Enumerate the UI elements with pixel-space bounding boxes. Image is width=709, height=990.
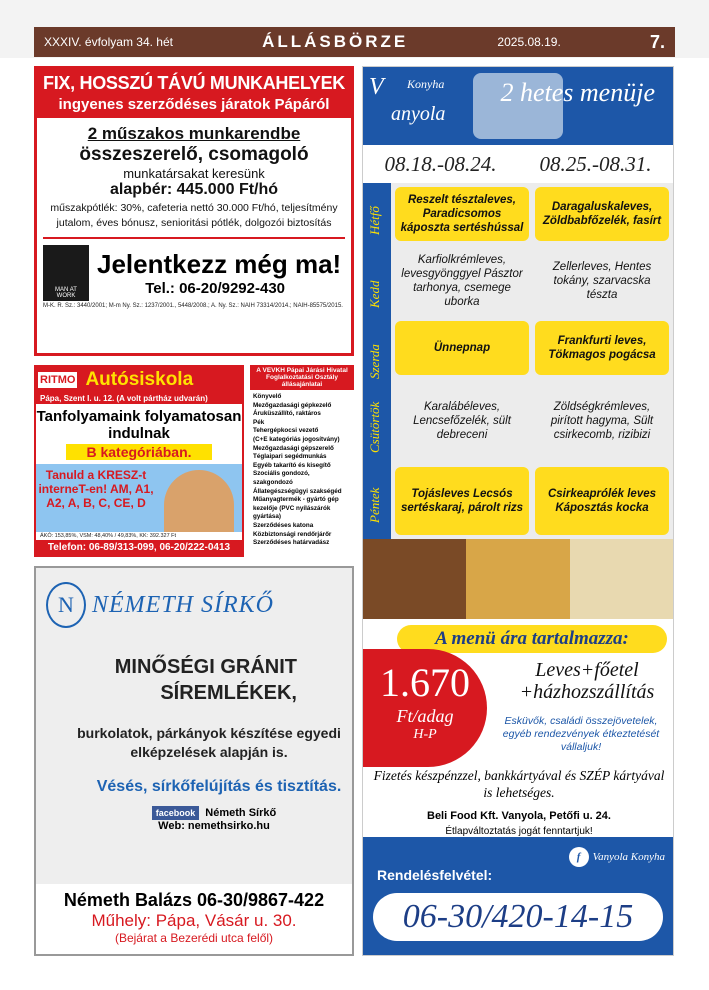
konyha-text: Konyha <box>407 77 445 91</box>
job-list-item: Mezőgazdasági gépkezelő <box>253 401 332 409</box>
menu-grid <box>363 183 673 539</box>
price-unit: Ft/adag <box>396 706 454 726</box>
facebook-page-name: Vanyola Konyha <box>592 851 665 863</box>
stats-text: ÁKÓ: 153,85%, VSM: 48,40% / 49,83%, KK: 392.327 Ft <box>40 533 177 539</box>
job-list-item: Egyéb takarító és kisegítő <box>253 461 331 469</box>
job-list-item: Pék <box>253 418 265 426</box>
day-labels <box>363 183 391 539</box>
stone-company-name: NÉMETH SÍRKŐ <box>92 591 274 618</box>
day-label: Péntek <box>367 487 382 523</box>
benefits-text: műszakpótlék: 30%, cafeteria nettó 30.000 Ft/hó, teljesítmény jutalom, éves bónusz, senioritási pótlék, dolgozói biztosítás <box>50 202 338 229</box>
job-list-item: Szerződéses katona <box>253 521 314 529</box>
food-photo-3 <box>570 539 673 619</box>
food-photo-2 <box>466 539 569 619</box>
vanyola-v: V <box>369 74 384 100</box>
events-text: Esküvők, családi összejövetelek, egyéb rendezvények étkeztetését vállaljuk! <box>502 715 660 753</box>
job-list-item: Mezőgazdasági gépszerelő <box>253 444 334 452</box>
job-list-item: (C+E kategóriás jogosítvány) <box>253 435 340 443</box>
driver-photo <box>164 470 234 532</box>
job-list-item: Műanyagtermék - gyártó gép kezelője (PVC nyílászárók gyártása) <box>253 496 339 521</box>
granite-headline: MINŐSÉGI GRÁNIT SÍREMLÉKEK, <box>114 656 297 704</box>
header-bar <box>34 27 675 57</box>
price-days: H-P <box>413 727 437 742</box>
company-address: Beli Food Kft. Vanyola, Petőfi u. 24. <box>427 810 611 822</box>
stone-contact: Németh Balázs 06-30/9867-422 <box>63 890 325 910</box>
menu-ad <box>362 66 674 956</box>
job-positions: összeszerelő, csomagoló <box>79 144 309 165</box>
job-list-item: Szociális gondozó, szakgondozó <box>253 470 310 486</box>
order-phone: 06-30/420-14-15 <box>373 893 663 941</box>
page-header <box>0 0 709 58</box>
stone-ad <box>34 566 354 956</box>
food-photos <box>363 539 673 619</box>
job-list-item: Téglaipari segédmunkás <box>253 453 327 461</box>
job-list-item: Közbiztonsági rendőrjárőr <box>253 530 332 538</box>
week2-dates: 08.25.-08.31. <box>539 151 652 176</box>
week1-dates: 08.18.-08.24. <box>384 151 497 176</box>
website: Web: nemethsirko.hu <box>158 820 270 832</box>
two-week-menu-title: 2 hetes menüje <box>500 78 655 107</box>
driving-school-address: Pápa, Szent I. u. 12. (A volt pártház udvarán) <box>36 393 242 404</box>
job-ad-subheadline: ingyenes szerződéses járatok Pápáról <box>37 95 351 118</box>
services-text: burkolatok, párkányok készítése egyedi elképzelések alapján is. <box>77 725 341 760</box>
menu-item: Daragaluskaleves, Zöldbabfőzelék, fasírt <box>535 187 669 241</box>
facebook-name: Németh Sírkő <box>205 807 277 819</box>
facebook-badge: facebook <box>152 806 200 820</box>
job-list-item: Állategészségügyi szakségéd <box>253 487 342 495</box>
job-phone: Tel.: 06-20/9292-430 <box>145 280 286 297</box>
day-label: Kedd <box>367 280 382 308</box>
menu-item: Csirkeaprólék leves Káposztás kocka <box>535 467 669 535</box>
kresz-online-text: Tanuld a KRESZ-t interneT-en! AM, A1, A2, A, B, C, CE, D <box>38 468 154 510</box>
price-amount: 1.670 <box>380 660 470 705</box>
day-label: Hétfő <box>367 206 382 235</box>
shift-info: 2 műszakos munkarendbe <box>87 124 301 143</box>
section-title: ÁLLÁSBÖRZE <box>262 32 409 51</box>
anyola-text: anyola <box>391 103 446 125</box>
menu-item: Zöldségkrémleves, pirított hagyma, Sült csirkecomb, rizibizi <box>550 401 654 441</box>
job-list-item: Szerződéses határvadász <box>253 539 330 547</box>
job-ad <box>34 66 354 356</box>
menu-item: Tojásleves Lecsós sertéskaraj, párolt rizs <box>395 467 529 535</box>
hiring-text: munkatársakat keresünk <box>123 166 265 181</box>
divider <box>43 237 345 239</box>
page-number: 7. <box>649 31 665 52</box>
engraving-text: Vésés, sírkőfelújítás és tisztítás. <box>96 778 342 795</box>
payment-text: Fizetés készpénzzel, bankkártyával és SZÉP kártyával is lehetséges. <box>373 768 665 800</box>
menu-item: Reszelt tésztaleves, Paradicsomos káposzta sertéshússal <box>395 187 529 241</box>
job-list <box>250 390 354 551</box>
job-list-item: Tehergépkocsi vezető <box>253 427 319 435</box>
nemeth-logo: N <box>46 582 86 628</box>
price-title: A menü ára tartalmazza: <box>397 625 667 653</box>
day-label: Szerda <box>367 344 382 379</box>
includes-text: Leves+főetel +házhozszállítás <box>519 659 655 703</box>
workshop-address: Műhely: Pápa, Vásár u. 30. <box>91 911 297 930</box>
cta-text: Jelentkezz még ma! <box>97 249 342 279</box>
base-salary: alapbér: 445.000 Ft/hó <box>109 181 279 198</box>
job-listings-ad <box>250 365 354 557</box>
job-listings-header: A VEVKH Pápai Járási Hivatal Foglalkoztatási Osztály állásajánlatai <box>250 365 354 390</box>
courses-text: Tanfolyamaink folyamatosan indulnak <box>36 408 242 442</box>
driving-school-ad <box>34 365 244 557</box>
man-at-work-logo <box>43 245 89 301</box>
price-badge <box>363 649 487 767</box>
category-b: B kategóriában. <box>66 444 212 460</box>
menu-item: Zellerleves, Hentes tokány, szarvacska tészta <box>552 261 652 301</box>
ritmo-logo: RITMO <box>40 374 76 386</box>
menu-change-note: Étlapváltoztatás jogát fenntartjuk! <box>445 826 593 837</box>
job-list-item: Könyvelő <box>253 393 282 400</box>
job-ad-headline: FIX, HOSSZÚ TÁVÚ MUNKAHELYEK <box>37 69 351 95</box>
food-photo-1 <box>363 539 466 619</box>
order-label: Rendelésfelvétel: <box>377 867 493 883</box>
driving-school-title: Autósiskola <box>85 369 194 390</box>
volume-info: XXXIV. évfolyam 34. hét <box>44 35 173 49</box>
issue-date: 2025.08.19. <box>497 35 561 49</box>
driving-phone: Telefon: 06-89/313-099, 06-20/222-0413 <box>36 540 242 555</box>
facebook-icon: f <box>569 847 589 867</box>
menu-item: Karalábéleves, Lencsefőzelék, sült debreceni <box>413 401 511 441</box>
menu-item: Frankfurti leves, Tökmagos pogácsa <box>535 321 669 375</box>
menu-item: Karfiolkrémleves, levesgyönggyel Pásztor tarhonya, csemege uborka <box>401 254 523 308</box>
day-label: Csütörtök <box>367 401 382 453</box>
menu-item: Ünnepnap <box>395 321 529 375</box>
entrance-note: (Bejárat a Bezerédi utca felől) <box>114 931 274 945</box>
logo-text: MAN AT WORK <box>55 287 77 299</box>
job-list-item: Áruküszállító, raktáros <box>253 410 321 418</box>
license-numbers: M-K. R. Sz.: 3440/2001; M-m Ny. Sz.: 1237/2001., 5448/2008.; A. Ny. Sz.: NAIH 73314/2014.; NAIH-85575/2015. <box>43 303 343 309</box>
